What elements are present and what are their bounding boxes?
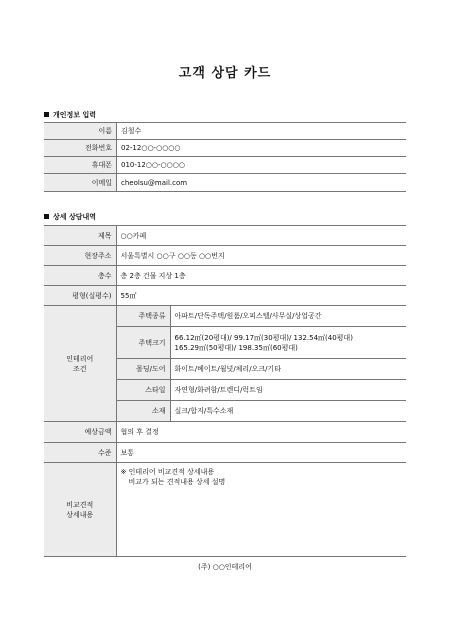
square-bullet-icon	[44, 112, 49, 117]
area-value: 55㎡	[116, 286, 406, 306]
page-title: 고객 상담 카드	[178, 66, 272, 81]
style-label: 스타일	[116, 380, 170, 401]
company-footer: (주) ○○인테리어	[198, 563, 252, 571]
subject-value: ○○카페	[116, 226, 406, 246]
material-label: 소재	[116, 401, 170, 422]
personal-info-table	[44, 122, 406, 192]
name-label: 이름	[44, 123, 117, 140]
table-row	[44, 157, 406, 174]
budget-value: 협의 후 결정	[116, 422, 406, 443]
section-heading-detail: 상세 상담내역	[44, 212, 96, 222]
material-value: 실크/합지/특수소재	[170, 401, 406, 422]
level-label: 수준	[44, 443, 116, 463]
budget-label: 예상금액	[44, 422, 116, 443]
square-bullet-icon	[44, 214, 49, 219]
detail-table	[44, 225, 406, 557]
table-row	[44, 140, 406, 157]
table-row	[44, 266, 406, 286]
table-row	[44, 443, 406, 463]
table-row	[44, 306, 406, 327]
address-value: 서울특별시 ○○구 ○○동 ○○번지	[116, 246, 406, 266]
mobile-value: 010-12○○-○○○○	[117, 157, 407, 174]
level-value: 보통	[116, 443, 406, 463]
table-row	[44, 286, 406, 306]
table-row	[44, 422, 406, 443]
style-value: 자연형/화려함/트렌디/럭트임	[170, 380, 406, 401]
house-type-value: 아파트/단독주택/원룸/오피스텔/사무실/상업공간	[170, 306, 406, 327]
house-size-label: 주택크기	[116, 327, 170, 359]
molding-door-value: 화이트/베이트/월넛/체리/오크/기타	[170, 359, 406, 380]
floor-value: 층 2층 건물 지상 1층	[116, 266, 406, 286]
mobile-label: 휴대폰	[44, 157, 117, 174]
email-value: cheolsu@mail.com	[117, 174, 407, 192]
section-heading-personal: 개인정보 입력	[44, 110, 96, 120]
compare-estimate-label: 비교견적 상세내용	[44, 463, 116, 557]
table-row	[44, 226, 406, 246]
house-type-label: 주택종류	[116, 306, 170, 327]
table-row	[44, 246, 406, 266]
table-row	[44, 174, 406, 192]
floor-label: 층수	[44, 266, 116, 286]
phone-label: 전화번호	[44, 140, 117, 157]
phone-value: 02-12○○-○○○○	[117, 140, 407, 157]
table-row	[44, 463, 406, 557]
area-label: 평형(실평수)	[44, 286, 116, 306]
subject-label: 제목	[44, 226, 116, 246]
address-label: 현장주소	[44, 246, 116, 266]
molding-door-label: 몰딩/도어	[116, 359, 170, 380]
compare-estimate-value: ※ 인테리어 비교견적 상세내용 비교가 되는 견적내용 상세 설명	[116, 463, 406, 557]
interior-conditions-label: 인테리어 조건	[44, 306, 116, 422]
table-row	[44, 123, 406, 140]
house-size-value: 66.12㎡(20평대)/ 99.17㎡(30평대)/ 132.54㎡(40평대) 165.29㎡(50평대)/ 198.35㎡(60평대)	[170, 327, 406, 359]
email-label: 이메일	[44, 174, 117, 192]
name-value: 김철수	[117, 123, 407, 140]
